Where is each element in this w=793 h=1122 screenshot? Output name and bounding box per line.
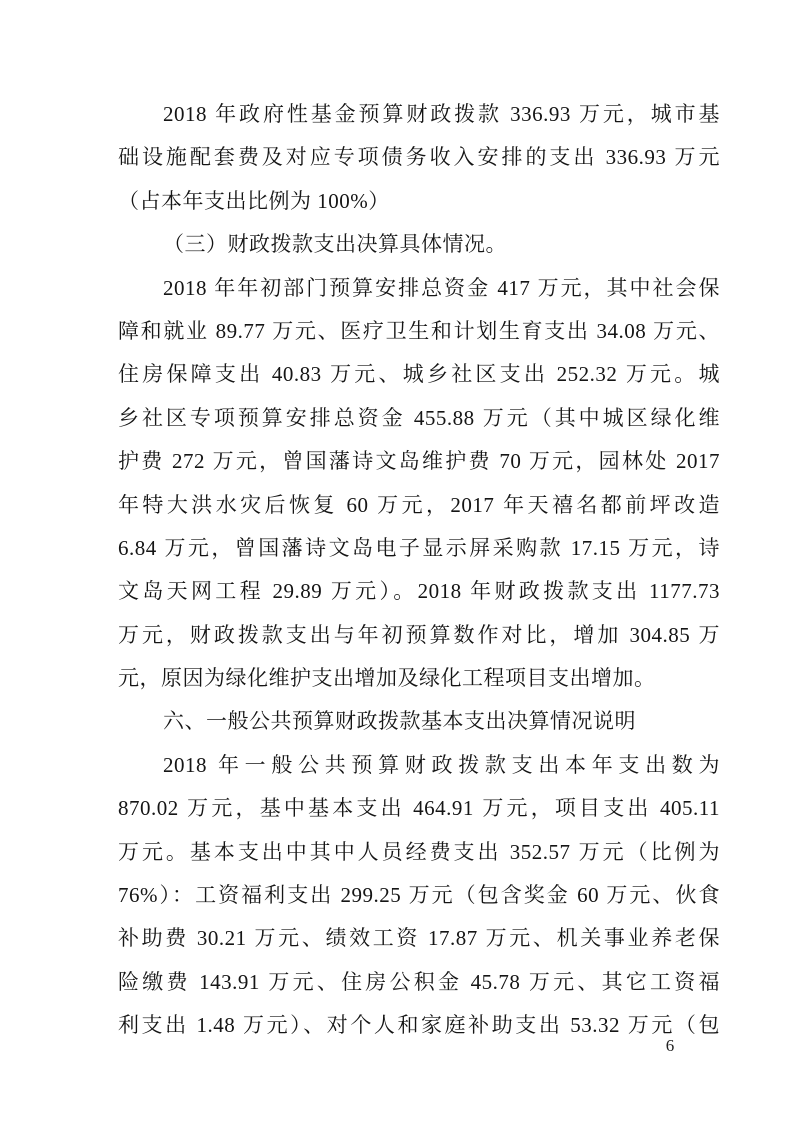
text-line: 年特大洪水灾后恢复 60 万元，2017 年天禧名都前坪改造 [118,492,720,517]
text-line: 护费 272 万元，曾国藩诗文岛维护费 70 万元，园林处 2017 [118,449,720,474]
text-line: 障和就业 89.77 万元、医疗卫生和计划生育支出 34.08 万元、 [118,318,720,343]
section-heading: 六、一般公共预算财政拨款基本支出决算情况说明 [163,709,636,734]
text-line: 76%）：工资福利支出 299.25 万元（包含奖金 60 万元、伙食 [118,883,720,908]
text-line: （三）财政拨款支出决算具体情况。 [163,232,507,257]
text-line: 2018 年政府性基金预算财政拨款 336.93 万元，城市基 [163,102,720,126]
text-line: 文岛天网工程 29.89 万元）。2018 年财政拨款支出 1177.73 [118,579,720,604]
text-line: （占本年支出比例为 100%） [118,188,390,213]
text-line: 住房保障支出 40.83 万元、城乡社区支出 252.32 万元。城 [118,362,720,387]
text-line: 险缴费 143.91 万元、住房公积金 45.78 万元、其它工资福 [118,969,720,994]
text-line: 万元，财政拨款支出与年初预算数作对比，增加 304.85 万 [118,622,720,647]
text-line: 补助费 30.21 万元、绩效工资 17.87 万元、机关事业养老保 [118,926,720,951]
text-line: 元，原因为绿化维护支出增加及绿化工程项目支出增加。 [118,666,656,691]
text-line: 乡社区专项预算安排总资金 455.88 万元（其中城区绿化维 [118,405,720,430]
text-line: 6.84 万元，曾国藩诗文岛电子显示屏采购款 17.15 万元，诗 [118,535,720,560]
document-body [118,93,720,1048]
text-line: 870.02 万元，基中基本支出 464.91 万元，项目支出 405.11 [118,796,720,821]
text-line: 万元。基本支出中其中人员经费支出 352.57 万元（比例为 [118,839,720,864]
text-line: 利支出 1.48 万元）、对个人和家庭补助支出 53.32 万元（包 [118,1013,720,1038]
text-line: 2018 年年初部门预算安排总资金 417 万元，其中社会保 [163,275,720,300]
page-number: 6 [665,1036,675,1055]
text-line: 础设施配套费及对应专项债务收入安排的支出 336.93 万元 [118,145,720,170]
text-line: 2018 年一般公共预算财政拨款支出本年支出数为 [163,752,720,777]
